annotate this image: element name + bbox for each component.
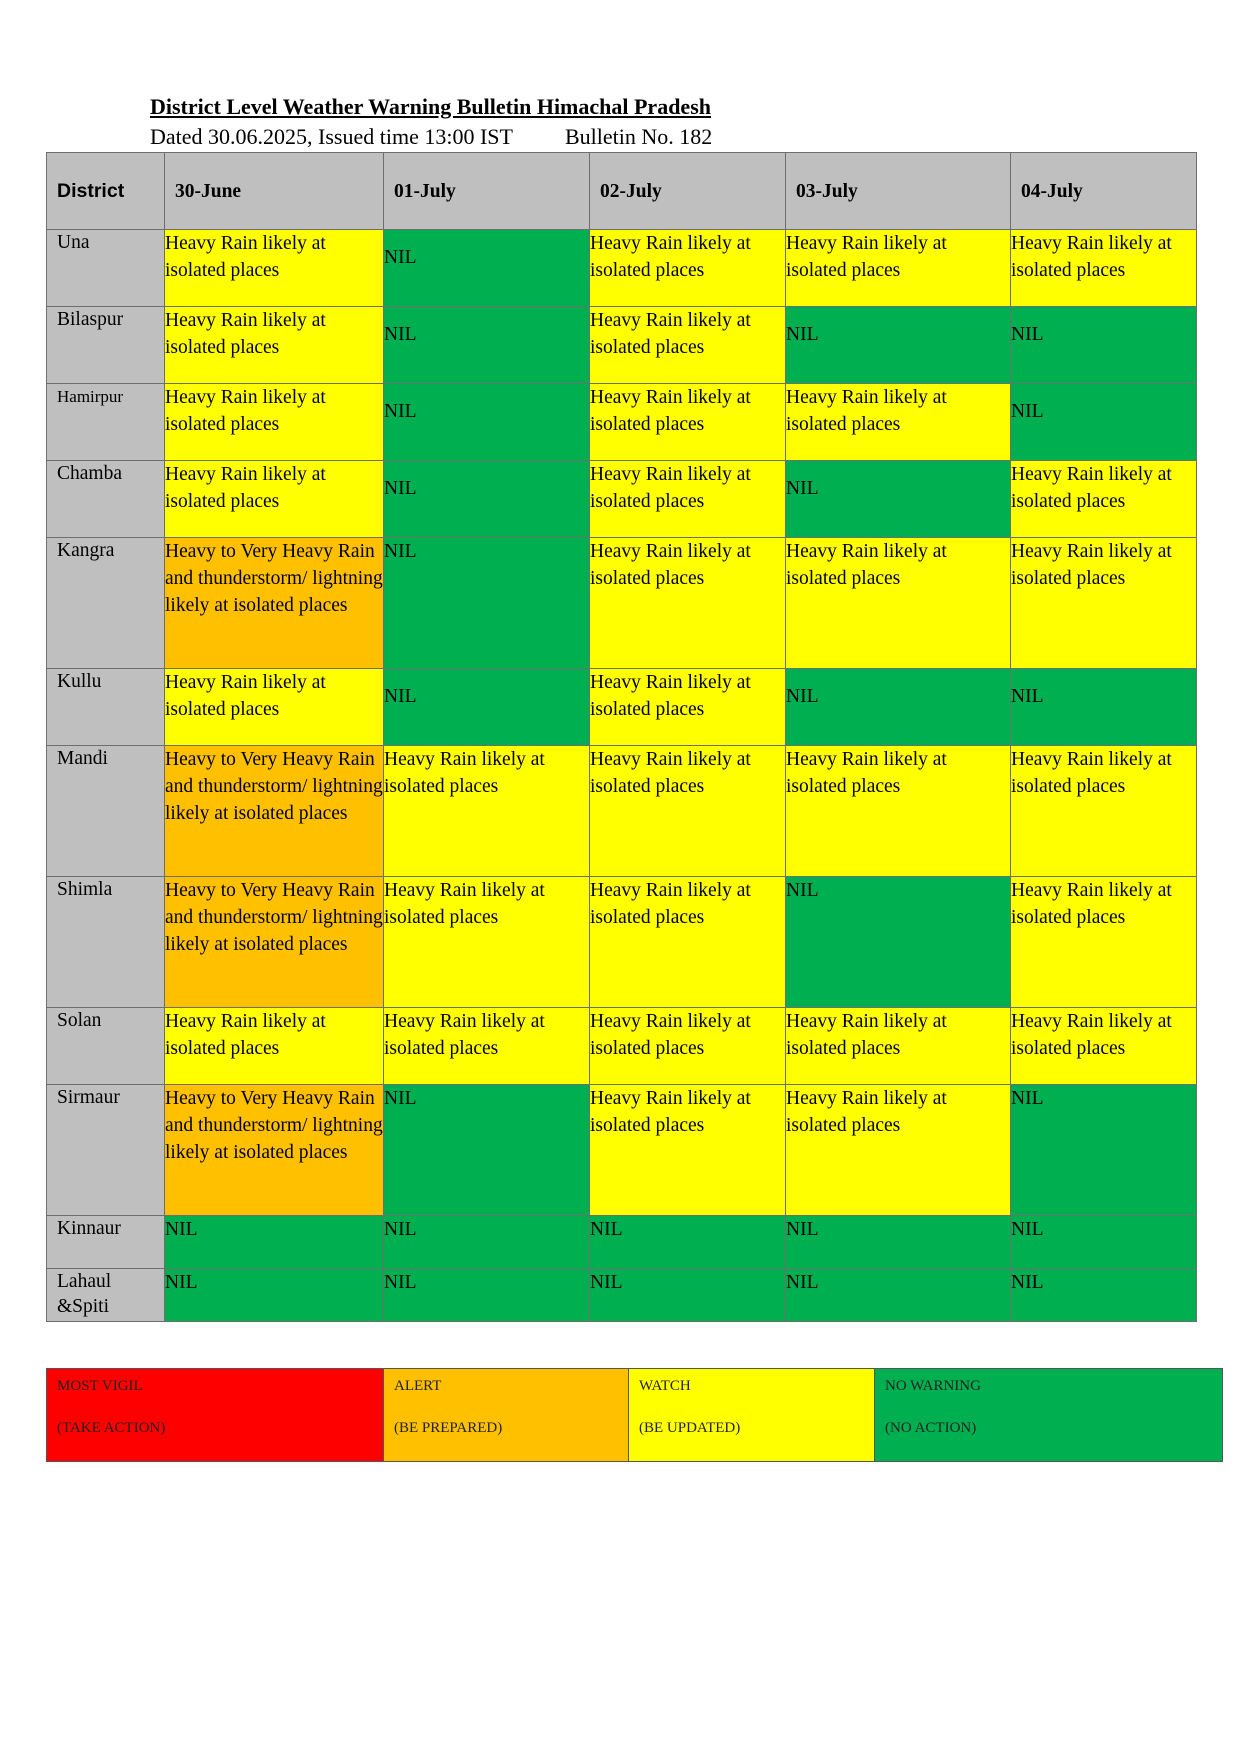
warning-cell bbox=[165, 1269, 384, 1322]
legend bbox=[46, 1368, 1223, 1462]
warning-cell bbox=[786, 1085, 1011, 1216]
warning-cell bbox=[165, 538, 384, 669]
warning-text: NIL bbox=[384, 324, 417, 345]
warning-cell bbox=[590, 746, 786, 877]
warning-cell bbox=[590, 1085, 786, 1216]
warning-text: Heavy Rain likely at isolated places bbox=[1011, 749, 1172, 797]
legend-item-red bbox=[47, 1369, 384, 1462]
warning-cell bbox=[786, 669, 1011, 746]
warning-text: NIL bbox=[384, 478, 417, 499]
warning-cell bbox=[1011, 669, 1197, 746]
district-row bbox=[47, 1085, 1197, 1216]
warning-cell bbox=[384, 877, 590, 1008]
warning-text: NIL bbox=[1011, 1219, 1044, 1240]
warning-text: Heavy Rain likely at isolated places bbox=[165, 672, 326, 720]
bulletin-number: Bulletin No. 182 bbox=[564, 124, 713, 149]
warning-text: Heavy Rain likely at isolated places bbox=[786, 233, 947, 281]
column-header-date: 30-June bbox=[165, 153, 384, 230]
warning-text: Heavy Rain likely at isolated places bbox=[590, 464, 751, 512]
warning-text: NIL bbox=[1011, 401, 1044, 422]
warning-text: Heavy Rain likely at isolated places bbox=[1011, 1011, 1172, 1059]
warning-cell bbox=[786, 1216, 1011, 1269]
warning-cell bbox=[590, 1216, 786, 1269]
district-name-cell bbox=[47, 669, 165, 746]
district-name: Bilaspur bbox=[57, 309, 124, 330]
warning-text: Heavy to Very Heavy Rain and thunderstorm/ lightning likely at isolated places bbox=[165, 880, 383, 955]
warning-text: NIL bbox=[165, 1219, 198, 1240]
warning-text: NIL bbox=[384, 1088, 417, 1109]
warning-text: NIL bbox=[590, 1219, 623, 1240]
warning-cell bbox=[165, 1085, 384, 1216]
warning-cell bbox=[590, 230, 786, 307]
warning-cell bbox=[384, 384, 590, 461]
warning-cell bbox=[590, 538, 786, 669]
district-row bbox=[47, 877, 1197, 1008]
warning-cell bbox=[786, 538, 1011, 669]
warning-table bbox=[46, 152, 1197, 1322]
legend-label: WATCH bbox=[639, 1378, 691, 1394]
warning-cell bbox=[1011, 877, 1197, 1008]
district-name: Sirmaur bbox=[57, 1087, 120, 1108]
legend-action: (BE UPDATED) bbox=[639, 1420, 741, 1436]
legend-label: NO WARNING bbox=[885, 1378, 981, 1394]
warning-text: Heavy Rain likely at isolated places bbox=[1011, 464, 1172, 512]
warning-text: Heavy Rain likely at isolated places bbox=[590, 233, 751, 281]
warning-cell bbox=[786, 230, 1011, 307]
warning-cell bbox=[165, 384, 384, 461]
warning-cell bbox=[590, 877, 786, 1008]
warning-text: Heavy Rain likely at isolated places bbox=[590, 749, 751, 797]
warning-text: NIL bbox=[786, 1219, 819, 1240]
district-name: Kinnaur bbox=[57, 1218, 121, 1239]
warning-text: Heavy Rain likely at isolated places bbox=[590, 310, 751, 358]
warning-text: NIL bbox=[786, 1272, 819, 1293]
warning-cell bbox=[590, 669, 786, 746]
issue-date: Dated 30.06.2025, Issued time 13:00 IST bbox=[150, 124, 513, 149]
warning-text: Heavy to Very Heavy Rain and thunderstorm/ lightning likely at isolated places bbox=[165, 749, 383, 824]
district-row bbox=[47, 461, 1197, 538]
warning-text: Heavy Rain likely at isolated places bbox=[786, 387, 947, 435]
warning-cell bbox=[1011, 384, 1197, 461]
district-name: Una bbox=[57, 232, 90, 253]
warning-text: Heavy Rain likely at isolated places bbox=[1011, 880, 1172, 928]
district-name: Kangra bbox=[57, 540, 115, 561]
warning-text: NIL bbox=[1011, 1272, 1044, 1293]
warning-text: Heavy Rain likely at isolated places bbox=[165, 1011, 326, 1059]
district-name-cell bbox=[47, 1008, 165, 1085]
header-row bbox=[47, 153, 1197, 230]
warning-text: Heavy Rain likely at isolated places bbox=[590, 387, 751, 435]
warning-cell bbox=[590, 1269, 786, 1322]
district-name-cell bbox=[47, 1216, 165, 1269]
legend-action: (BE PREPARED) bbox=[394, 1420, 503, 1436]
warning-text: NIL bbox=[384, 541, 417, 562]
district-name-cell bbox=[47, 230, 165, 307]
district-row bbox=[47, 538, 1197, 669]
legend-label: MOST VIGIL bbox=[57, 1378, 143, 1394]
warning-cell bbox=[165, 307, 384, 384]
warning-cell bbox=[1011, 1008, 1197, 1085]
warning-text: Heavy Rain likely at isolated places bbox=[590, 672, 751, 720]
district-row bbox=[47, 384, 1197, 461]
district-name: Shimla bbox=[57, 879, 113, 900]
legend-row bbox=[47, 1369, 1223, 1462]
warning-cell bbox=[786, 307, 1011, 384]
warning-cell bbox=[1011, 1216, 1197, 1269]
warning-cell bbox=[384, 1216, 590, 1269]
warning-cell bbox=[384, 1008, 590, 1085]
district-name-cell bbox=[47, 461, 165, 538]
warning-text: Heavy Rain likely at isolated places bbox=[165, 310, 326, 358]
district-name-cell bbox=[47, 1269, 165, 1322]
warning-text: Heavy Rain likely at isolated places bbox=[590, 541, 751, 589]
warning-text: NIL bbox=[384, 1219, 417, 1240]
warning-cell bbox=[165, 746, 384, 877]
warning-text: NIL bbox=[786, 478, 819, 499]
warning-text: Heavy Rain likely at isolated places bbox=[165, 233, 326, 281]
warning-text: Heavy Rain likely at isolated places bbox=[165, 464, 326, 512]
district-row bbox=[47, 669, 1197, 746]
district-row bbox=[47, 1216, 1197, 1269]
district-name-cell bbox=[47, 538, 165, 669]
warning-text: NIL bbox=[1011, 1088, 1044, 1109]
district-name-cell bbox=[47, 1085, 165, 1216]
warning-cell bbox=[1011, 538, 1197, 669]
warning-text: Heavy Rain likely at isolated places bbox=[786, 541, 947, 589]
warning-cell bbox=[165, 230, 384, 307]
warning-text: NIL bbox=[384, 1272, 417, 1293]
district-row bbox=[47, 230, 1197, 307]
district-row bbox=[47, 307, 1197, 384]
warning-cell bbox=[786, 384, 1011, 461]
warning-text: NIL bbox=[590, 1272, 623, 1293]
warning-text: Heavy Rain likely at isolated places bbox=[384, 880, 545, 928]
warning-text: Heavy Rain likely at isolated places bbox=[1011, 541, 1172, 589]
warning-cell bbox=[786, 461, 1011, 538]
warning-cell bbox=[590, 307, 786, 384]
district-name-cell bbox=[47, 384, 165, 461]
column-header-date: 02-July bbox=[590, 153, 786, 230]
warning-cell bbox=[384, 461, 590, 538]
legend-label: ALERT bbox=[394, 1378, 442, 1394]
warning-cell bbox=[384, 538, 590, 669]
warning-cell bbox=[384, 669, 590, 746]
warning-text: Heavy Rain likely at isolated places bbox=[590, 1011, 751, 1059]
warning-cell bbox=[165, 1216, 384, 1269]
warning-text: Heavy Rain likely at isolated places bbox=[384, 1011, 545, 1059]
bulletin-subtitle bbox=[150, 124, 712, 150]
warning-text: Heavy Rain likely at isolated places bbox=[786, 1011, 947, 1059]
warning-cell bbox=[1011, 1085, 1197, 1216]
warning-text: NIL bbox=[786, 324, 819, 345]
warning-text: Heavy to Very Heavy Rain and thunderstorm/ lightning likely at isolated places bbox=[165, 1088, 383, 1163]
warning-text: Heavy to Very Heavy Rain and thunderstorm/ lightning likely at isolated places bbox=[165, 541, 383, 616]
warning-text: NIL bbox=[384, 401, 417, 422]
warning-cell bbox=[1011, 746, 1197, 877]
district-row bbox=[47, 746, 1197, 877]
warning-text: Heavy Rain likely at isolated places bbox=[384, 749, 545, 797]
warning-text: Heavy Rain likely at isolated places bbox=[165, 387, 326, 435]
bulletin-title: District Level Weather Warning Bulletin Himachal Pradesh bbox=[150, 94, 711, 119]
warning-cell bbox=[1011, 230, 1197, 307]
warning-text: NIL bbox=[786, 880, 819, 901]
warning-text: NIL bbox=[1011, 686, 1044, 707]
warning-cell bbox=[384, 1269, 590, 1322]
warning-text: NIL bbox=[1011, 324, 1044, 345]
district-name: Chamba bbox=[57, 463, 122, 484]
warning-cell bbox=[786, 1269, 1011, 1322]
warning-cell bbox=[590, 461, 786, 538]
warning-text: Heavy Rain likely at isolated places bbox=[590, 880, 751, 928]
district-row bbox=[47, 1269, 1197, 1322]
warning-cell bbox=[384, 307, 590, 384]
column-header-date: 04-July bbox=[1011, 153, 1197, 230]
column-header-district: District bbox=[47, 153, 165, 230]
warning-cell bbox=[786, 1008, 1011, 1085]
warning-text: Heavy Rain likely at isolated places bbox=[786, 749, 947, 797]
district-row bbox=[47, 1008, 1197, 1085]
legend-item-green bbox=[875, 1369, 1223, 1462]
district-name-cell bbox=[47, 877, 165, 1008]
warning-text: NIL bbox=[786, 686, 819, 707]
warning-cell bbox=[384, 746, 590, 877]
warning-cell bbox=[786, 746, 1011, 877]
warning-cell bbox=[384, 1085, 590, 1216]
warning-cell bbox=[786, 877, 1011, 1008]
warning-text: NIL bbox=[165, 1272, 198, 1293]
column-header-date: 03-July bbox=[786, 153, 1011, 230]
column-header-date: 01-July bbox=[384, 153, 590, 230]
legend-item-orange bbox=[384, 1369, 629, 1462]
legend-action: (NO ACTION) bbox=[885, 1420, 977, 1436]
warning-text: Heavy Rain likely at isolated places bbox=[590, 1088, 751, 1136]
warning-cell bbox=[590, 1008, 786, 1085]
district-name: Kullu bbox=[57, 671, 102, 692]
warning-text: Heavy Rain likely at isolated places bbox=[786, 1088, 947, 1136]
warning-cell bbox=[384, 230, 590, 307]
district-name-cell bbox=[47, 746, 165, 877]
warning-cell bbox=[590, 384, 786, 461]
district-name: Hamirpur bbox=[57, 387, 124, 406]
warning-cell bbox=[165, 877, 384, 1008]
warning-cell bbox=[165, 669, 384, 746]
warning-text: NIL bbox=[384, 686, 417, 707]
warning-cell bbox=[165, 461, 384, 538]
district-name: Lahaul &Spiti bbox=[57, 1271, 112, 1317]
warning-text: NIL bbox=[384, 247, 417, 268]
legend-action: (TAKE ACTION) bbox=[57, 1420, 166, 1436]
district-name: Mandi bbox=[57, 748, 108, 769]
district-name: Solan bbox=[57, 1010, 102, 1031]
warning-cell bbox=[165, 1008, 384, 1085]
legend-item-yellow bbox=[629, 1369, 875, 1462]
warning-cell bbox=[1011, 1269, 1197, 1322]
district-name-cell bbox=[47, 307, 165, 384]
warning-text: Heavy Rain likely at isolated places bbox=[1011, 233, 1172, 281]
warning-cell bbox=[1011, 461, 1197, 538]
warning-cell bbox=[1011, 307, 1197, 384]
